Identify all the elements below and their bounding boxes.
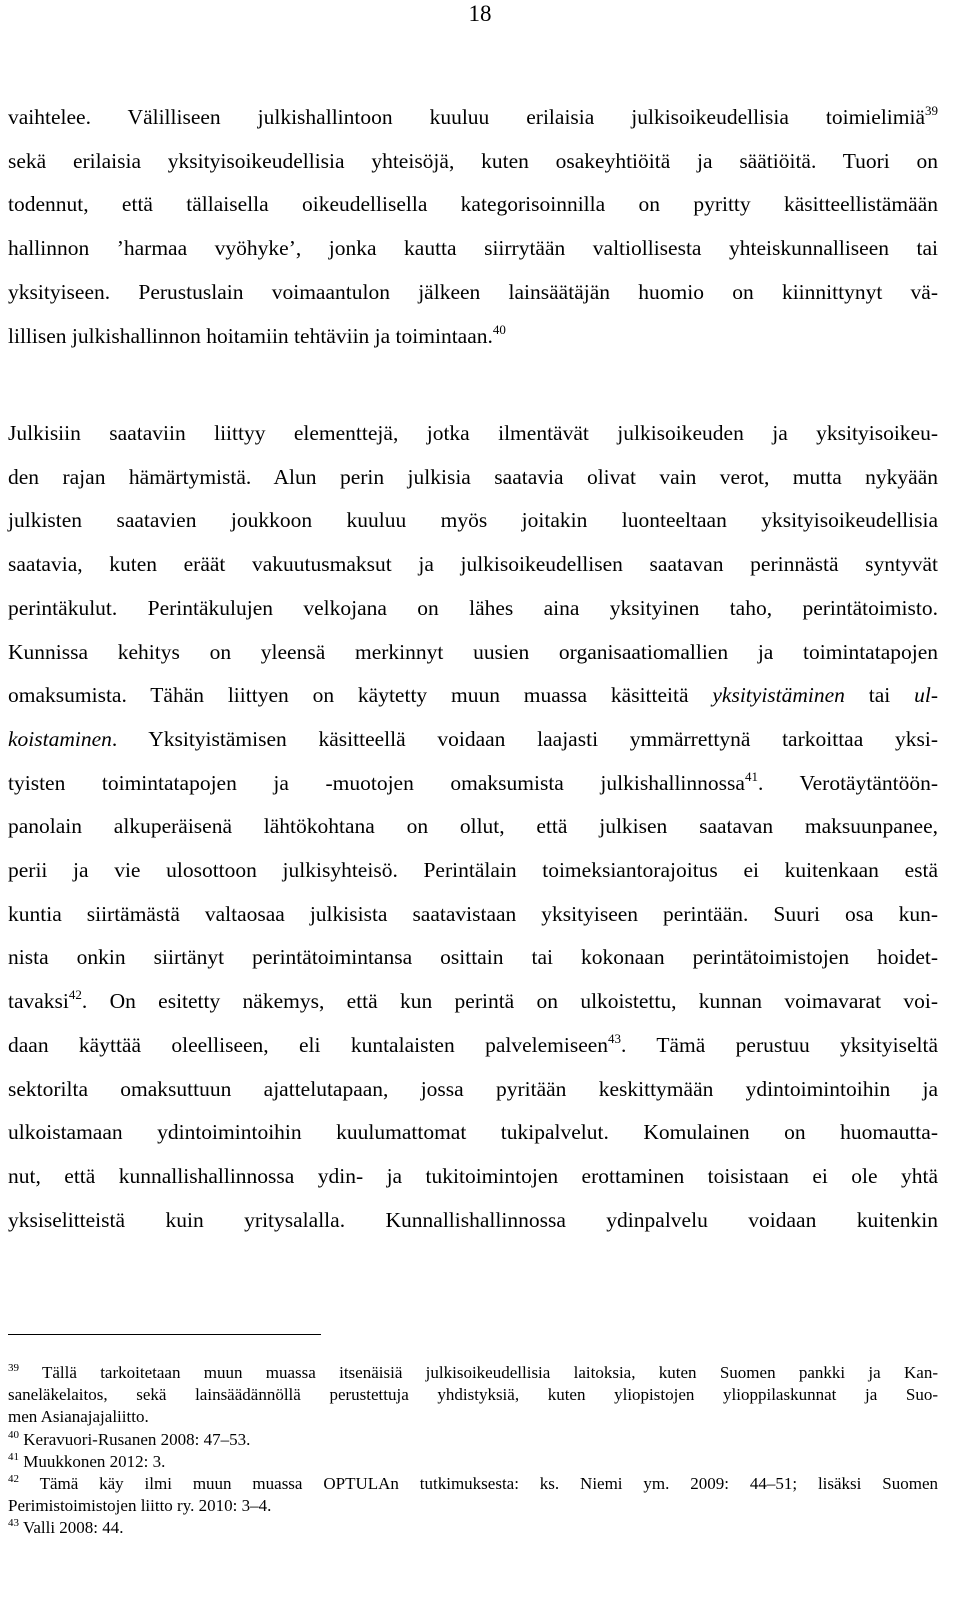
- text-line: todennut, että tällaisella oikeudellisella kategorisoinnilla on pyritty käsitteellistämään: [8, 192, 938, 217]
- text-line: sektorilta omaksuttuun ajattelutapaan, jossa pyritään keskittymään ydintoimintoihin ja: [8, 1076, 938, 1101]
- footnote-ref-41[interactable]: 41: [744, 768, 758, 784]
- footnote-ref-43[interactable]: 43: [608, 1030, 622, 1046]
- text-line: nut, että kunnallishallinnossa ydin- ja tukitoimintojen erottaminen toisistaan ei ole yhtä: [8, 1163, 938, 1188]
- footnote-line: saneläkelaitos, sekä lainsäädännöllä perustettuja yhdistyksiä, kuten yliopistojen ylioppilaskunnat ja Suo-: [8, 1385, 938, 1405]
- text-line: ulkoistamaan ydintoimintoihin kuulumattomat tukipalvelut. Komulainen on huomautta-: [8, 1120, 938, 1145]
- text-line: tavaksi$^{42}$. On esitetty näkemys, että kun perintä on ulkoistettu, kunnan voimavarat voi-: [8, 987, 938, 1014]
- text-line: vaihtelee. Välilliseen julkishallintoon kuuluu erilaisia julkisoikeudellisia toimielimiä$^{39}$: [8, 103, 938, 129]
- text-line: julkisten saatavien joukkoon kuuluu myös joitakin luonteeltaan yksityisoikeudellisia: [8, 508, 938, 533]
- term-yksityistaminen: yksityistäminen: [712, 683, 845, 708]
- paragraph-2: [8, 412, 938, 1242]
- footnote-39: $^{39}$ Tällä tarkoitetaan muun muassa itsenäisiä julkisoikeudellisia laitoksia, kuten Suomen pankki ja Kan-: [8, 1362, 938, 1382]
- term-ulkoistaminen-part: ul-: [914, 683, 938, 708]
- text-line: sekä erilaisia yksityisoikeudellisia yhteisöjä, kuten osakeyhtiöitä ja säätiöitä. Tuori on: [8, 148, 938, 173]
- text-line: panolain alkuperäisenä lähtökohtana on ollut, että julkisen saatavan maksuunpanee,: [8, 814, 938, 839]
- footnote-40: $^{40}$ Keravuori-Rusanen 2008: 47–53.: [8, 1428, 251, 1449]
- text-line: tyisten toimintatapojen ja -muotojen omaksumista julkishallinnossa$^{41}$. Verotäytäntöön-: [8, 768, 938, 795]
- text-line: koistaminen. Yksityistämisen käsitteellä voidaan laajasti ymmärrettynä tarkoittaa yksi-: [8, 726, 938, 751]
- footnote-separator: [8, 1334, 321, 1335]
- text-line: saatavia, kuten eräät vakuutusmaksut ja julkisoikeudellisen saatavan perinnästä syntyvät: [8, 552, 938, 577]
- text-line: den rajan hämärtymistä. Alun perin julkisia saatavia olivat vain verot, mutta nykyään: [8, 464, 938, 489]
- footnote-43: $^{43}$ Valli 2008: 44.: [8, 1517, 124, 1538]
- paragraph-1: [8, 96, 938, 358]
- footnote-ref-39[interactable]: 39: [925, 103, 938, 118]
- footnote-line: men Asianajajaliitto.: [8, 1407, 149, 1427]
- footnotes: [8, 1362, 938, 1540]
- text-line: yksityiseen. Perustuslain voimaantulon jälkeen lainsäätäjän huomio on kiinnittynyt vä-: [8, 279, 938, 304]
- term-ulkoistaminen-rest: koistaminen: [8, 726, 112, 751]
- text-line: perii ja vie ulosottoon julkisyhteisö. Perintälain toimeksiantorajoitus ei kuitenkaan estä: [8, 858, 938, 883]
- text-line: yksiselitteistä kuin yritysalalla. Kunnallishallinnossa ydinpalvelu voidaan kuitenkin: [8, 1207, 938, 1232]
- text-line: hallinnon ’harmaa vyöhyke’, jonka kautta siirrytään valtiollisesta yhteiskunnalliseen tai: [8, 236, 938, 261]
- footnote-ref-42[interactable]: 42: [68, 987, 82, 1003]
- text-line: perintäkulut. Perintäkulujen velkojana on lähes aina yksityinen taho, perintätoimisto.: [8, 595, 938, 620]
- text-line: lillisen julkishallinnon hoitamiin tehtäviin ja toimintaan.$^{40}$: [8, 321, 506, 348]
- footnote-42: $^{42}$ Tämä käy ilmi muun muassa OPTULAn tutkimuksesta: ks. Niemi ym. 2009: 44–51; lisäksi Suomen: [8, 1473, 938, 1494]
- footnote-41: $^{41}$ Muukkonen 2012: 3.: [8, 1450, 166, 1471]
- footnote-ref-40[interactable]: 40: [492, 321, 506, 337]
- footnote-line: Perimistoimistojen liitto ry. 2010: 3–4.: [8, 1496, 272, 1516]
- text-line: omaksumista. Tähän liittyen on käytetty muun muassa käsitteitä yksityistäminen tai ul-: [8, 683, 938, 708]
- text-line: Kunnissa kehitys on yleensä merkinnyt uusien organisaatiomallien ja toimintatapojen: [8, 639, 938, 664]
- text-line: Julkisiin saataviin liittyy elementtejä, jotka ilmentävät julkisoikeuden ja yksityisoikeu-: [8, 421, 938, 445]
- text-line: kuntia siirtämästä valtaosaa julkisista saatavistaan yksityiseen perintään. Suuri osa kun-: [8, 901, 938, 926]
- page-number: 18: [468, 1, 492, 26]
- text-line: nista onkin siirtänyt perintätoimintansa osittain tai kokonaan perintätoimistojen hoidet-: [8, 945, 938, 970]
- text-line: daan käyttää oleelliseen, eli kuntalaisten palvelemiseen$^{43}$. Tämä perustuu yksityiseltä: [8, 1030, 938, 1057]
